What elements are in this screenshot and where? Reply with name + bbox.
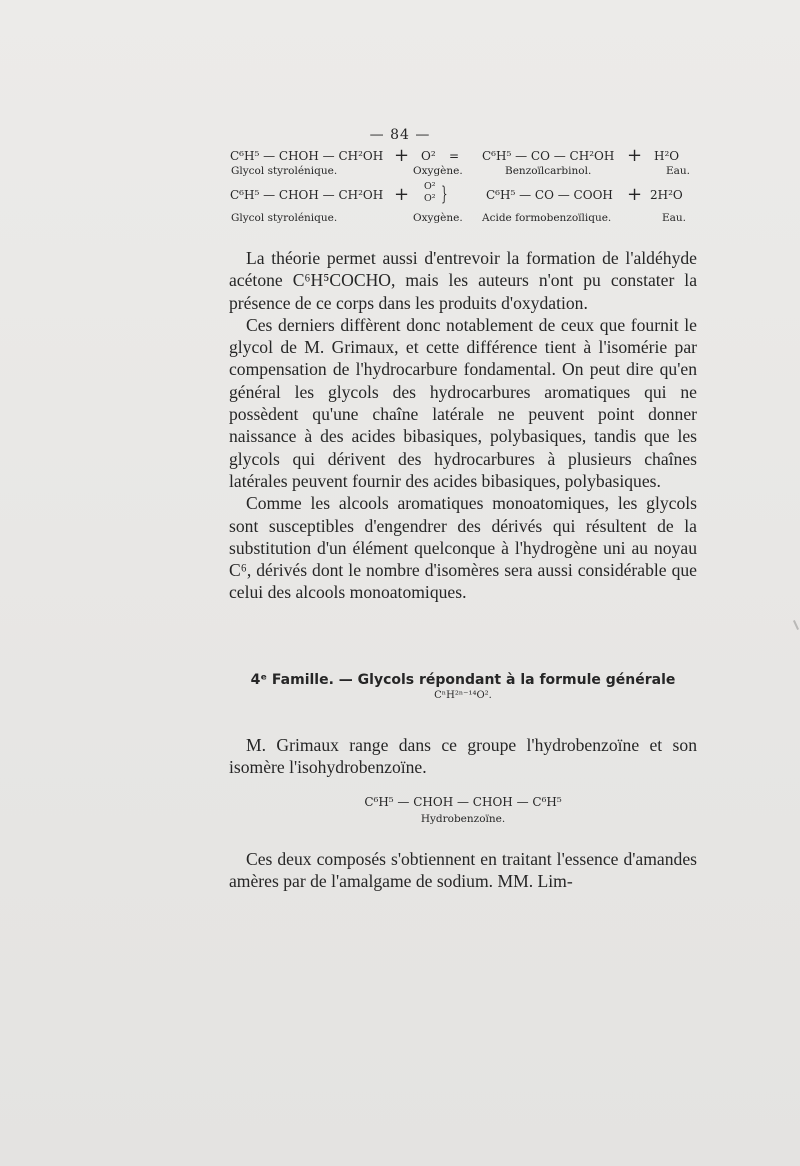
hydrobenzoine-label: Hydrobenzoïne. [420, 813, 506, 825]
eq2-oxygen-top: O² [424, 181, 436, 192]
eq1-oxygen: O² [421, 149, 436, 163]
body-text-3 [229, 848, 697, 893]
equation-1 [230, 145, 691, 181]
eq1-plus-1: + [394, 145, 410, 166]
paragraph: Comme les alcools aromatiques monoatomiques, les glycols sont susceptibles d'engendrer des dérivés qui résultent de la substitution d'un élément quelconque à l'hydrogène uni au noyau C⁶, dérivés dont le nombre d'isomères sera aussi considérable que celui des alcools monoatomiques. [229, 493, 697, 603]
eq2-oxygen-bottom: O² [424, 193, 436, 204]
eq2-brace: } [441, 181, 448, 205]
body-text-2 [229, 734, 697, 779]
page-number: — 84 — [369, 127, 431, 143]
eq2-label-reactant: Glycol styrolénique. [231, 212, 338, 224]
eq2-label-product: Acide formobenzoïlique. [482, 212, 612, 224]
equation-2 [230, 181, 690, 228]
eq1-label-reactant: Glycol styrolénique. [231, 165, 338, 177]
hydrobenzoine-formula: C⁶H⁵ — CHOH — CHOH — C⁶H⁵ [364, 795, 562, 809]
eq2-plus-2: + [627, 184, 643, 205]
eq2-label-water: Eau. [662, 212, 687, 224]
eq1-plus-2: + [627, 145, 643, 166]
eq1-reactant: C⁶H⁵ — CHOH — CH²OH [230, 149, 384, 163]
eq2-plus-1: + [394, 184, 410, 205]
eq2-product: C⁶H⁵ — CO — COOH [486, 188, 613, 202]
paragraph: M. Grimaux range dans ce groupe l'hydrobenzoïne et son isomère l'isohydrobenzoïne. [229, 735, 697, 778]
general-formula: CⁿH²ⁿ⁻¹⁴O². [434, 690, 492, 701]
paragraph: Ces deux composés s'obtiennent en traitant l'essence d'amandes amères par de l'amalgame de sodium. MM. Lim- [229, 849, 697, 892]
eq1-label-water: Eau. [666, 165, 691, 177]
section-heading: 4ᵉ Famille. — Glycols répondant à la formule générale [250, 672, 676, 688]
eq1-water: H²O [654, 149, 680, 163]
paragraph: Ces derniers diffèrent donc notablement de ceux que fournit le glycol de M. Grimaux, et cette différence tient à l'isomérie par compensation de l'hydrocarbure fondamental. On peut dire qu'en général les glycols des hydrocarbures aromatiques qui ne possèdent qu'une chaîne latérale ne peuvent point donner naissance à des acides bibasiques, polybasiques, tandis que les glycols qui dérivent des hydrocarbures à plusieurs chaînes latérales peuvent fournir des acides bibasiques, polybasiques. [229, 314, 697, 491]
body-text-1 [229, 247, 697, 604]
eq1-equals: = [449, 149, 460, 163]
eq2-label-oxygen: Oxygène. [413, 212, 463, 224]
scan-mark [793, 620, 799, 630]
eq1-product: C⁶H⁵ — CO — CH²OH [482, 149, 615, 163]
eq1-label-product: Benzoïlcarbinol. [505, 165, 592, 177]
eq2-water: 2H²O [650, 188, 683, 202]
eq1-label-oxygen: Oxygène. [413, 165, 463, 177]
eq2-reactant: C⁶H⁵ — CHOH — CH²OH [230, 188, 384, 202]
paragraph: La théorie permet aussi d'entrevoir la formation de l'aldéhyde acétone C⁶H⁵COCHO, mais les auteurs n'ont pu constater la présence de ce corps dans les produits d'oxydation. [229, 248, 697, 313]
